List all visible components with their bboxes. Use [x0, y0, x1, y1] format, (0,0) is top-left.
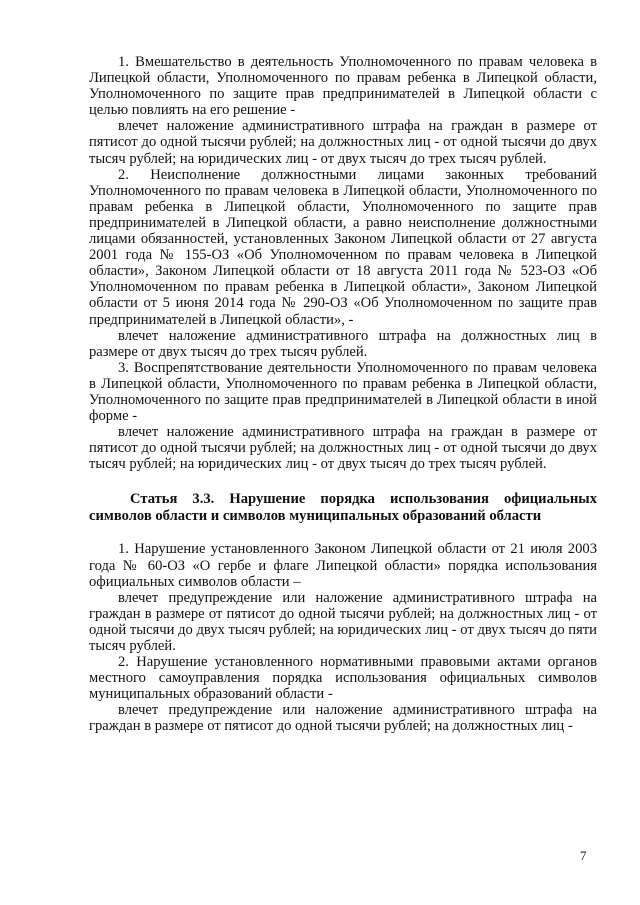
- page-number: 7: [580, 848, 587, 863]
- article-heading: Статья 3.3. Нарушение порядка использования официальных символов области и символов муниципальных образований области: [89, 491, 597, 524]
- paragraph-item-3: 3. Воспрепятствование деятельности Уполномоченного по правам человека в Липецкой области, Уполномоченного по правам ребенка в Липецкой области, Уполномоченного по защите прав предпринимателей в Липецкой области в иной форме -: [89, 359, 597, 425]
- paragraph-penalty-2: влечет наложение административного штрафа на должностных лиц в размере от двух тысяч до трех тысяч рублей.: [89, 327, 597, 360]
- paragraph-item-1: 1. Вмешательство в деятельность Уполномоченного по правам человека в Липецкой области, Уполномоченного по правам ребенка в Липецкой области, Уполномоченного по защите прав предпринимателей в Липецкой области с целью повлиять на его решение -: [89, 54, 597, 119]
- paragraph-article-item-2: 2. Нарушение установленного нормативными правовыми актами органов местного самоуправления порядка использования официальных символов муниципальных образований области -: [89, 654, 597, 703]
- document-page: [89, 54, 597, 735]
- paragraph-penalty-1: влечет наложение административного штрафа на граждан в размере от пятисот до одной тысячи рублей; на должностных лиц - от одной тысячи до двух тысяч рублей; на юридических лиц - от двух тысяч до трех тысяч рублей.: [89, 118, 597, 167]
- paragraph-article-item-1: 1. Нарушение установленного Законом Липецкой области от 21 июля 2003 года № 60-ОЗ «О гербе и флаге Липецкой области» порядка использования официальных символов области –: [89, 541, 597, 590]
- paragraph-penalty-3: влечет наложение административного штрафа на граждан в размере от пятисот до одной тысячи рублей; на должностных лиц - от одной тысячи до двух тысяч рублей; на юридических лиц - от двух тысяч до трех тысяч рублей.: [89, 424, 597, 473]
- paragraph-article-penalty-2: влечет предупреждение или наложение административного штрафа на граждан в размере от пятисот до одной тысячи рублей; на должностных лиц -: [89, 702, 597, 735]
- paragraph-article-penalty-1: влечет предупреждение или наложение административного штрафа на граждан в размере от пятисот до одной тысячи рублей; на должностных лиц - от одной тысячи до двух тысяч рублей; на юридических лиц - от двух тысяч до пяти тысяч рублей.: [89, 589, 597, 654]
- paragraph-item-2: 2. Неисполнение должностными лицами законных требований Уполномоченного по правам человека в Липецкой области, Уполномоченного по правам ребенка в Липецкой области, Уполномоченного по защите прав предпринимателей в Липецкой области, а равно неисполнение должностными лицами обязанностей, установленных Законом Липецкой области от 27 августа 2001 года № 155-ОЗ «Об Уполномоченном по правам человека в Липецкой области», Законом Липецкой области от 18 августа 2011 года № 523-ОЗ «Об Уполномоченном по правам ребенка в Липецкой области», Законом Липецкой области от 5 июня 2014 года № 290-ОЗ «Об Уполномоченном по защите прав предпринимателей в Липецкой области», -: [89, 166, 597, 328]
